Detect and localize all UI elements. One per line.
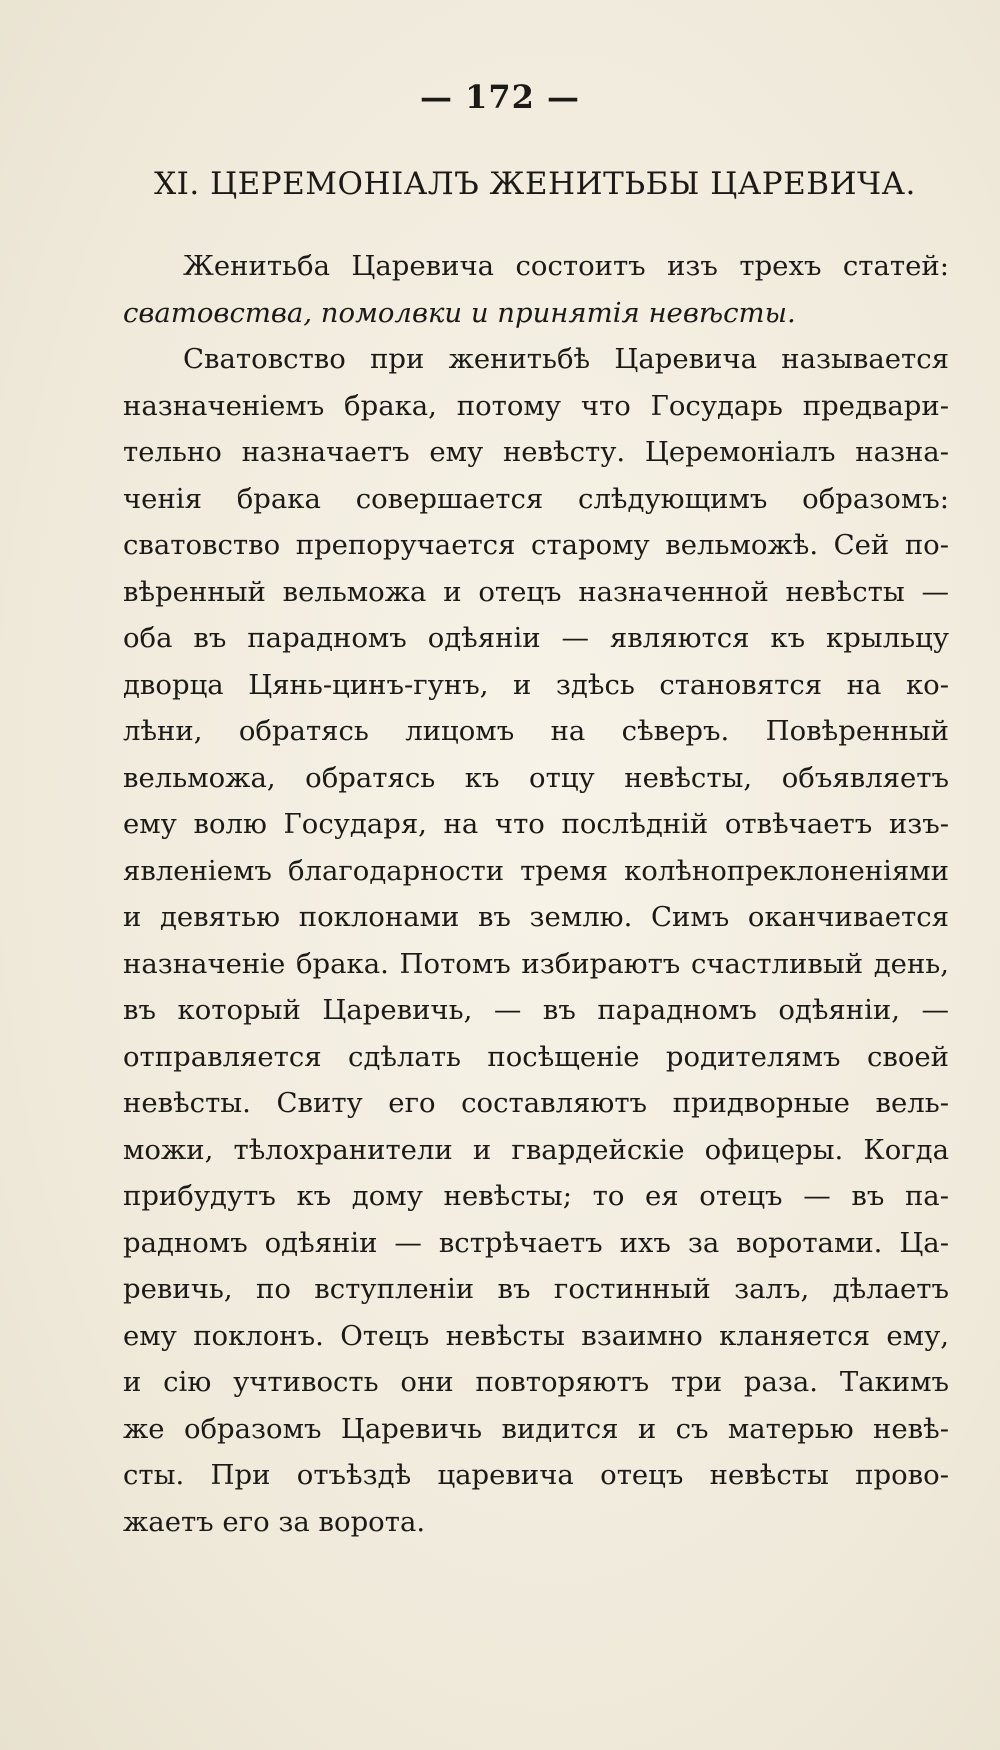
text-line: ревичь, по вступленіи въ гостинный залъ, дѣлаетъ <box>123 1273 949 1305</box>
text-line: жаетъ его за ворота. <box>123 1505 426 1538</box>
text-line: оба въ парадномъ одѣяніи — являются къ крыльцу <box>123 622 949 654</box>
text-line: сватовства, помолвки и принятія невѣсты. <box>123 296 796 329</box>
text-line: дворца Цянь-цинъ-гунъ, и здѣсь становятся на ко- <box>123 668 949 701</box>
text-line: въ который Царевичь, — въ парадномъ одѣяніи, — <box>123 994 949 1026</box>
text-line: Женитьба Царевича состоитъ изъ трехъ статей: <box>183 250 949 282</box>
body-text <box>123 243 949 1545</box>
text-line: отправляется сдѣлать посѣщеніе родителямъ своей <box>123 1040 949 1073</box>
text-line: же образомъ Царевичь видится и съ матерью невѣ- <box>123 1412 949 1445</box>
text-line: тельно назначаетъ ему невѣсту. Церемоніалъ назна- <box>123 436 949 468</box>
text-line: назначеніе брака. Потомъ избираютъ счастливый день, <box>123 947 949 980</box>
text-line: и сію учтивость они повторяютъ три раза. Такимъ <box>123 1366 949 1398</box>
text-line: сты. При отъѣздѣ царевича отецъ невѣсты прово- <box>123 1459 949 1491</box>
text-line: можи, тѣлохранители и гвардейскіе офицеры. Когда <box>123 1133 949 1166</box>
text-line: ему волю Государя, на что послѣдній отвѣчаетъ изъ- <box>123 808 949 840</box>
text-line: вельможа, обратясь къ отцу невѣсты, объявляетъ <box>123 761 949 794</box>
text-line: Сватовство при женитьбѣ Царевича называется <box>183 343 949 375</box>
text-line: невѣсты. Свиту его составляютъ придворные вель- <box>123 1087 949 1119</box>
page-number: — 172 — <box>419 78 581 116</box>
text-line: вѣренный вельможа и отецъ назначенной невѣсты — <box>123 575 949 608</box>
text-line: лѣни, обратясь лицомъ на сѣверъ. Повѣренный <box>123 715 949 747</box>
text-line: прибудутъ къ дому невѣсты; то ея отецъ — въ па- <box>123 1180 949 1212</box>
text-line: ему поклонъ. Отецъ невѣсты взаимно кланяется ему, <box>123 1319 949 1352</box>
text-line: радномъ одѣяніи — встрѣчаетъ ихъ за воротами. Ца- <box>123 1226 949 1259</box>
text-line: ченія брака совершается слѣдующимъ образомъ: <box>123 482 949 515</box>
text-line: и девятью поклонами въ землю. Симъ оканчивается <box>123 901 949 933</box>
text-line: явленіемъ благодарности тремя колѣнопреклоненіями <box>123 854 949 887</box>
text-line: сватовство препоручается старому вельможѣ. Сей по- <box>123 529 949 561</box>
text-line: назначеніемъ брака, потому что Государь предвари- <box>123 389 949 422</box>
chapter-title: XI. ЦЕРЕМОНІАЛЪ ЖЕНИТЬБЫ ЦАРЕВИЧА. <box>154 166 916 202</box>
